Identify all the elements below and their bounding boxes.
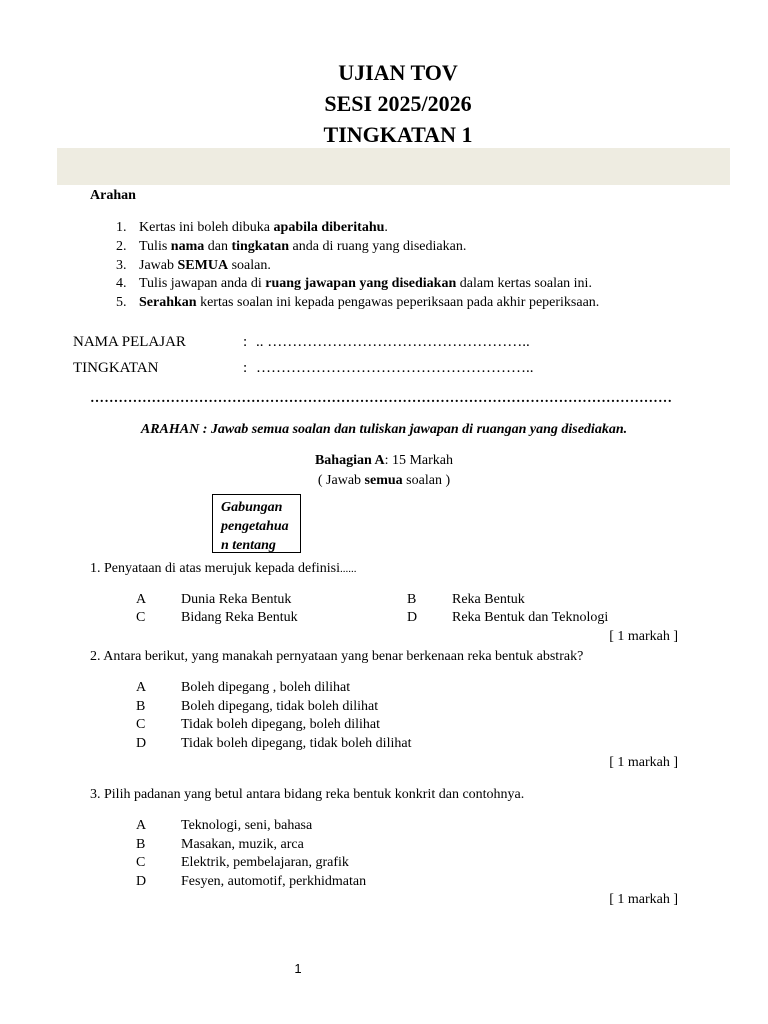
q1-option-c-letter[interactable]: C xyxy=(136,610,146,625)
q2-option-b-letter[interactable]: B xyxy=(136,699,146,714)
form-field[interactable]: ……………………………………………….. xyxy=(256,360,534,376)
q3-option-a-letter[interactable]: A xyxy=(136,818,147,833)
instruction-item xyxy=(116,220,388,236)
q1-mark: [ 1 markah ] xyxy=(609,629,678,644)
q2-option-c-text[interactable]: Tidak boleh dipegang, boleh dilihat xyxy=(181,717,380,732)
instruction-text: dalam kertas soalan ini. xyxy=(456,276,592,291)
student-name-colon: : xyxy=(243,334,248,350)
q1-option-b-text[interactable]: Reka Bentuk xyxy=(452,592,525,607)
instruction-number: 5. xyxy=(116,295,127,310)
instruction-text: dan xyxy=(204,239,232,254)
q1-option-d-text[interactable]: Reka Bentuk dan Teknologi xyxy=(452,610,609,625)
question-3-text: 3. Pilih padanan yang betul antara bidang reka bentuk konkrit dan contohnya. xyxy=(90,787,525,802)
instruction-text: Kertas ini boleh dibuka xyxy=(139,220,274,235)
instruction-text: Tulis xyxy=(139,239,171,254)
q1-option-b-letter[interactable]: B xyxy=(407,592,417,607)
form-label: TINGKATAN xyxy=(73,360,159,376)
page-number: 1 xyxy=(294,961,302,976)
instruction-emphasis: nama xyxy=(170,239,205,254)
q2-option-b-text[interactable]: Boleh dipegang, tidak boleh dilihat xyxy=(181,699,379,714)
question-text: 1. Penyataan di atas merujuk kepada definisi xyxy=(90,561,340,576)
exam-form: TINGKATAN 1 xyxy=(323,122,473,147)
instruction-text: anda di ruang yang disediakan. xyxy=(289,239,467,254)
q3-option-d-text[interactable]: Fesyen, automotif, perkhidmatan xyxy=(181,874,367,889)
instruction-number: 1. xyxy=(116,220,127,235)
instruction-text: Jawab xyxy=(139,258,178,273)
q1-option-a-letter[interactable]: A xyxy=(136,592,147,607)
exam-title: UJIAN TOV xyxy=(338,60,458,85)
q2-option-d-letter[interactable]: D xyxy=(136,736,147,751)
question-ellipsis: ...... xyxy=(339,563,357,575)
instruction-emphasis: apabila diberitahu xyxy=(273,220,385,235)
q2-mark: [ 1 markah ] xyxy=(609,755,678,770)
q2-option-d-text[interactable]: Tidak boleh dipegang, tidak boleh dilihat xyxy=(181,736,412,751)
instruction-emphasis: SEMUA xyxy=(177,258,229,273)
q3-mark: [ 1 markah ] xyxy=(609,892,678,907)
instruction-text: Tulis jawapan anda di xyxy=(139,276,266,291)
question-2-text: 2. Antara berikut, yang manakah pernyataan yang benar berkenaan reka bentuk abstrak? xyxy=(90,649,584,664)
arahan-heading: Arahan xyxy=(90,188,136,203)
header-band xyxy=(57,148,730,185)
stimulus-line: pengetahua xyxy=(221,519,289,534)
student-name-field[interactable]: .. …………………………………………….. xyxy=(256,334,530,350)
q3-option-b-text[interactable]: Masakan, muzik, arca xyxy=(181,837,304,852)
instruction-emphasis: Serahkan xyxy=(139,295,197,310)
instruction-text: soalan. xyxy=(228,258,271,273)
instruction-item xyxy=(116,276,592,292)
q3-option-b-letter[interactable]: B xyxy=(136,837,146,852)
exam-session: SESI 2025/2026 xyxy=(324,91,472,116)
general-instruction: ARAHAN : Jawab semua soalan dan tuliskan jawapan di ruangan yang disediakan. xyxy=(140,422,628,437)
stimulus-line: Gabungan xyxy=(221,500,283,515)
question-1-text xyxy=(90,561,356,577)
q1-option-a-text[interactable]: Dunia Reka Bentuk xyxy=(181,592,292,607)
section-marks: : 15 Markah xyxy=(384,453,454,468)
q3-option-c-letter[interactable]: C xyxy=(136,855,146,870)
section-sub-text: ( Jawab xyxy=(317,473,365,488)
instruction-text: kertas soalan ini kepada pengawas peperiksaan pada akhir peperiksaan. xyxy=(196,295,600,310)
q2-option-a-letter[interactable]: A xyxy=(136,680,147,695)
section-sub-emphasis: semua xyxy=(364,473,403,488)
section-sub-text: soalan ) xyxy=(402,473,451,488)
instruction-number: 2. xyxy=(116,239,127,254)
dotted-separator: …………………………………………………………………………………………………………… xyxy=(90,391,673,406)
section-subtitle xyxy=(0,473,768,489)
q2-option-c-letter[interactable]: C xyxy=(136,717,146,732)
instruction-emphasis: ruang jawapan yang disediakan xyxy=(265,276,457,291)
q3-option-d-letter[interactable]: D xyxy=(136,874,147,889)
form-colon: : xyxy=(243,360,248,376)
student-name-label: NAMA PELAJAR xyxy=(73,334,186,350)
instruction-item xyxy=(116,258,271,274)
instruction-number: 4. xyxy=(116,276,127,291)
q3-option-c-text[interactable]: Elektrik, pembelajaran, grafik xyxy=(181,855,349,870)
section-title xyxy=(0,453,768,469)
stimulus-box xyxy=(212,494,301,553)
instruction-emphasis: tingkatan xyxy=(231,239,290,254)
q1-option-d-letter[interactable]: D xyxy=(407,610,418,625)
q1-option-c-text[interactable]: Bidang Reka Bentuk xyxy=(181,610,298,625)
instruction-text: . xyxy=(384,220,388,235)
instruction-item xyxy=(116,295,599,311)
q2-option-a-text[interactable]: Boleh dipegang , boleh dilihat xyxy=(181,680,351,695)
section-name: Bahagian A xyxy=(314,453,385,468)
stimulus-line: n tentang xyxy=(221,538,276,553)
instruction-number: 3. xyxy=(116,258,127,273)
instruction-item xyxy=(116,239,466,255)
q3-option-a-text[interactable]: Teknologi, seni, bahasa xyxy=(181,818,313,833)
